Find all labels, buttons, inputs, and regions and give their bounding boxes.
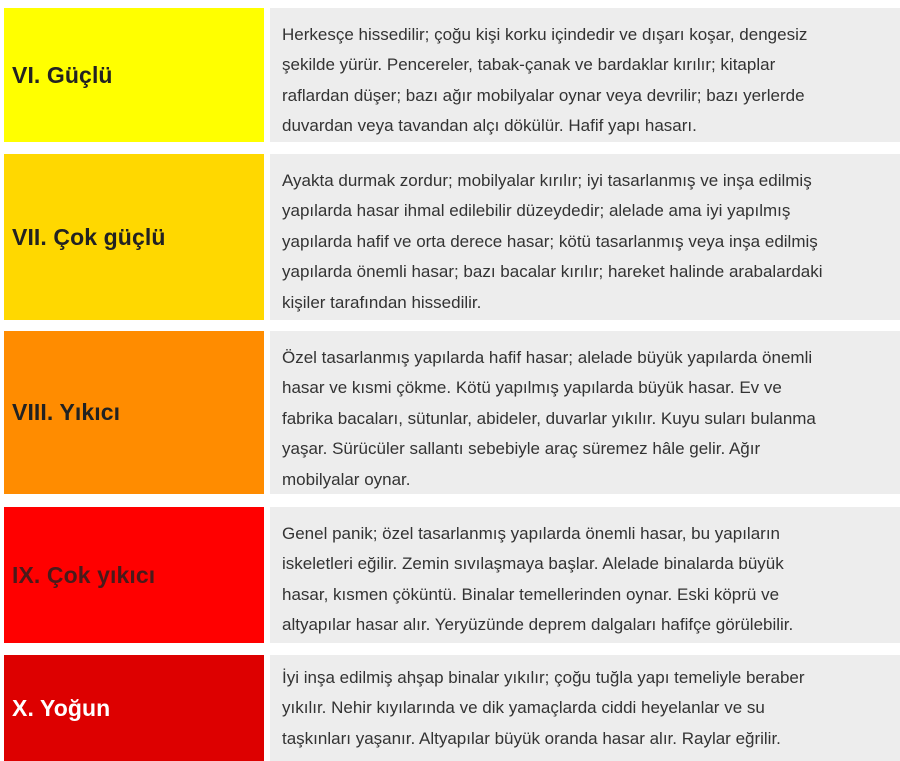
intensity-row-viii bbox=[4, 331, 900, 494]
intensity-description: Genel panik; özel tasarlanmış yapılarda önemli hasar, bu yapıların iskeletleri eğilir. Zemin sıvılaşmaya başlar. Alelade binalarda büyük hasar, kısmen çöküntü. Binalar temellerinden oynar. Eski köprü ve altyapılar hasar alır. Yeryüzünde deprem dalgaları hafifçe görülebilir. bbox=[282, 524, 794, 635]
intensity-description: Herkesçe hissedilir; çoğu kişi korku içindedir ve dışarı koşar, dengesiz şekilde yürür. Pencereler, tabak-çanak ve bardaklar kırılır; kitaplar raflardan düşer; bazı ağır mobilyalar oynar veya devrilir; bazı yerlerde duvardan veya tavandan alçı dökülür. Hafif yapı hasarı. bbox=[282, 25, 808, 136]
intensity-level-cell bbox=[4, 655, 264, 761]
intensity-level-cell bbox=[4, 154, 264, 320]
intensity-row-vi bbox=[4, 8, 900, 142]
intensity-description-cell bbox=[270, 507, 900, 643]
intensity-level-label: VIII. Yıkıcı bbox=[12, 399, 121, 425]
intensity-level-cell bbox=[4, 331, 264, 494]
intensity-level-label: VII. Çok güçlü bbox=[12, 223, 166, 250]
intensity-description: Özel tasarlanmış yapılarda hafif hasar; alelade büyük yapılarda önemli hasar ve kısmi çökme. Kötü yapılmış yapılarda büyük hasar. Ev ve fabrika bacaları, sütunlar, abideler, duvarlar yıkılır. Kuyu suları bulanma yaşar. Sürücüler sallantı sebebiyle araç süremez hâle gelir. Ağır mobilyalar oynar. bbox=[282, 348, 816, 489]
intensity-level-cell bbox=[4, 8, 264, 142]
intensity-level-label: X. Yoğun bbox=[12, 694, 111, 721]
intensity-description: İyi inşa edilmiş ahşap binalar yıkılır; çoğu tuğla yapı temeliyle beraber yıkılır. Nehir kıyılarında ve dik yamaçlarda ciddi heyelanlar ve su taşkınları yaşanır. Altyapılar büyük oranda hasar alır. Raylar eğrilir. bbox=[282, 668, 805, 748]
intensity-row-x bbox=[4, 655, 900, 761]
intensity-description: Ayakta durmak zordur; mobilyalar kırılır; iyi tasarlanmış ve inşa edilmiş yapılarda hasar ihmal edilebilir düzeydedir; alelade ama iyi yapılmış yapılarda hafif ve orta derece hasar; kötü tasarlanmış veya inşa edilmiş yapılarda önemli hasar; bazı bacalar kırılır; hareket halinde arabalardaki kişiler tarafından hissedilir. bbox=[282, 171, 823, 312]
intensity-row-ix bbox=[4, 507, 900, 643]
intensity-level-cell bbox=[4, 507, 264, 643]
intensity-description-cell bbox=[270, 154, 900, 320]
intensity-row-vii bbox=[4, 154, 900, 320]
intensity-description-cell bbox=[270, 331, 900, 494]
intensity-description-cell bbox=[270, 8, 900, 142]
intensity-level-label: IX. Çok yıkıcı bbox=[12, 561, 156, 588]
intensity-description-cell bbox=[270, 655, 900, 761]
intensity-level-label: VI. Güçlü bbox=[12, 61, 113, 88]
